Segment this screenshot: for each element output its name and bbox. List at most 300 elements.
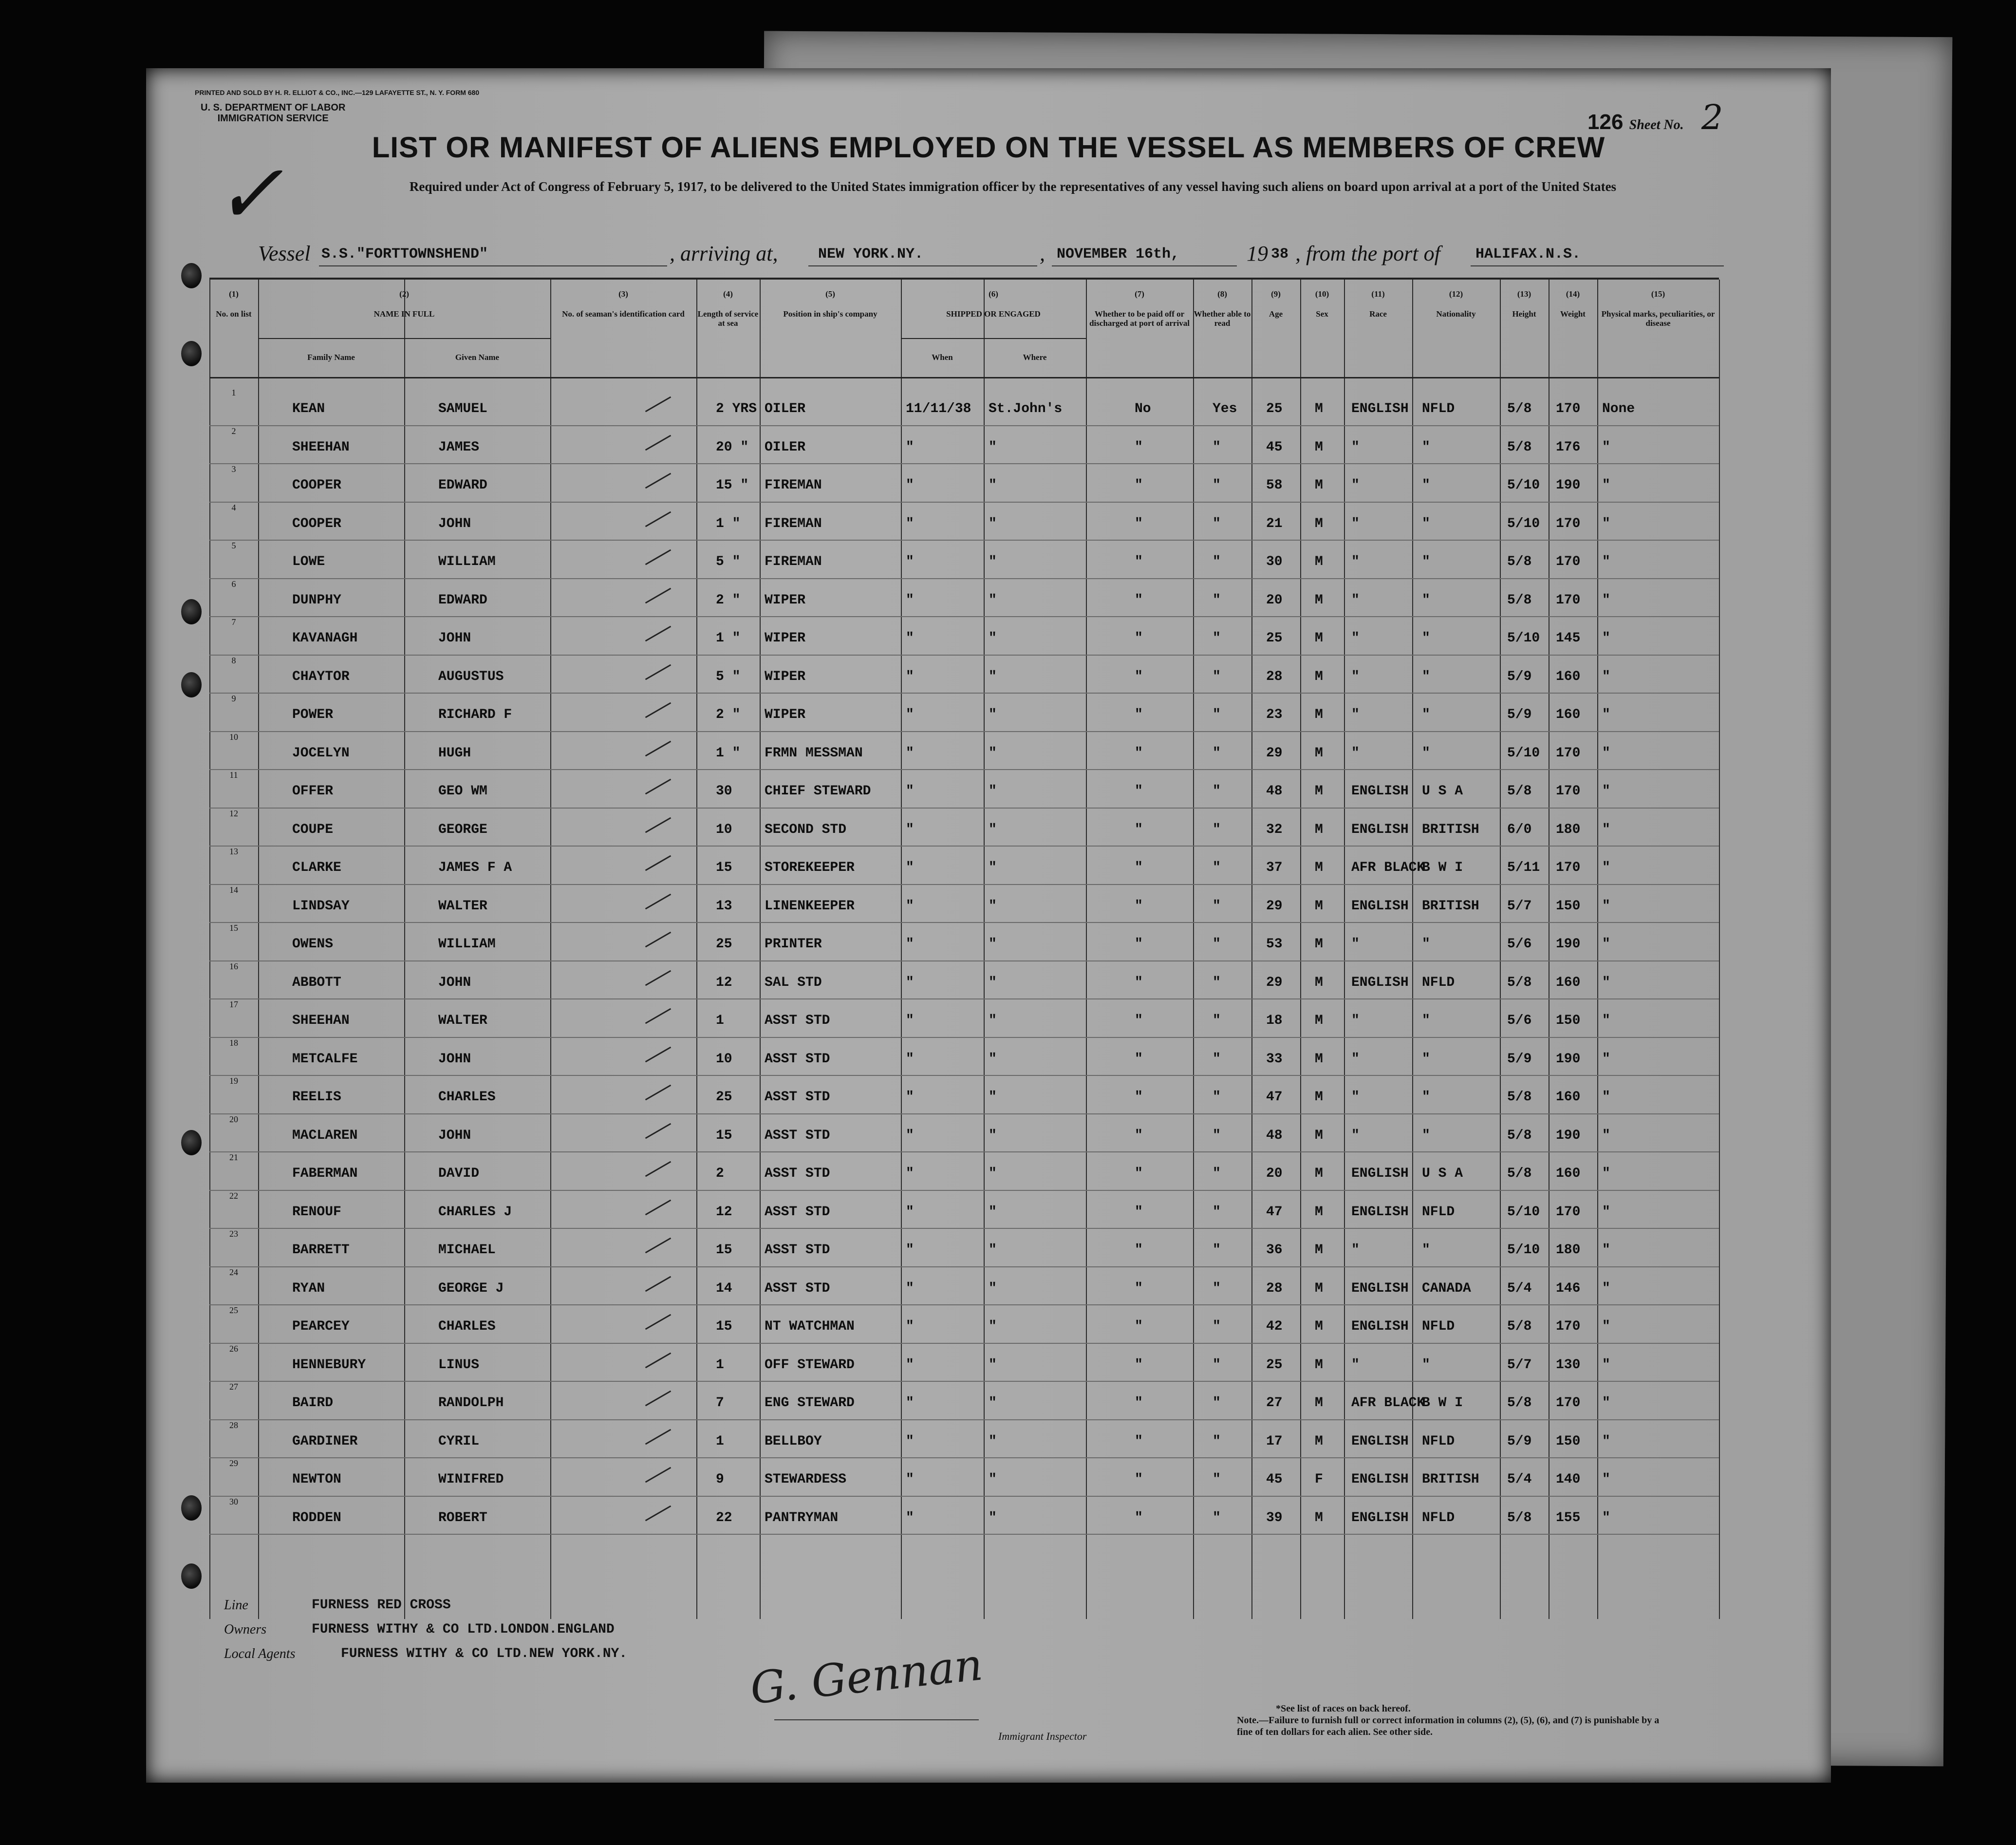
cell-given: JAMES F A <box>438 860 512 875</box>
cell-sex: M <box>1315 401 1323 416</box>
row-number: 7 <box>231 617 236 627</box>
cell-age: 45 <box>1266 1472 1283 1487</box>
column-header-c12: (12) Nationality <box>1436 289 1476 319</box>
cell-marks: " <box>1602 1243 1610 1258</box>
row-number: 6 <box>231 579 236 589</box>
cell-height: 5/8 <box>1507 1128 1532 1143</box>
cell-paid: " <box>1135 898 1143 914</box>
cell-height: 5/4 <box>1507 1280 1532 1296</box>
row-number: 21 <box>229 1152 238 1162</box>
cell-age: 28 <box>1266 1280 1283 1296</box>
cell-age: 17 <box>1266 1433 1283 1449</box>
cell-sex: M <box>1315 860 1323 875</box>
cell-nationality: NFLD <box>1422 1510 1455 1525</box>
row-number: 30 <box>229 1496 238 1506</box>
tally-mark <box>645 664 671 680</box>
cell-race: " <box>1351 592 1360 608</box>
binder-hole <box>181 672 202 697</box>
cell-age: 47 <box>1266 1090 1283 1105</box>
cell-sex: M <box>1315 975 1323 990</box>
cell-height: 5/4 <box>1507 1472 1532 1487</box>
cell-where: " <box>989 1472 997 1487</box>
cell-service: 10 <box>716 1051 732 1067</box>
vessel-label: Vessel <box>258 242 311 265</box>
cell-marks: " <box>1602 516 1610 531</box>
cell-nationality: NFLD <box>1422 1319 1455 1334</box>
cell-family: OFFER <box>292 784 334 799</box>
row-number: 2 <box>231 426 236 436</box>
cell-service: 5 " <box>716 669 741 684</box>
cell-read: " <box>1213 478 1221 493</box>
cell-read: " <box>1213 1090 1221 1105</box>
tally-mark <box>645 1085 671 1101</box>
cell-family: COOPER <box>292 516 341 531</box>
cell-age: 27 <box>1266 1395 1283 1411</box>
cell-age: 20 <box>1266 592 1283 608</box>
owners-value: FURNESS WITHY & CO LTD.LONDON.ENGLAND <box>312 1622 615 1637</box>
cell-paid: " <box>1135 669 1143 684</box>
cell-sex: M <box>1315 822 1323 837</box>
row-rule <box>209 884 1719 885</box>
cell-weight: 150 <box>1556 1013 1581 1028</box>
cell-family: OWENS <box>292 937 334 952</box>
cell-age: 32 <box>1266 822 1283 837</box>
cell-sex: M <box>1315 745 1323 761</box>
cell-weight: 170 <box>1556 554 1581 569</box>
cell-service: 2 YRS <box>716 401 757 416</box>
cell-given: CHARLES <box>438 1319 496 1334</box>
cell-service: 1 <box>716 1357 724 1373</box>
cell-weight: 170 <box>1556 592 1581 608</box>
cell-service: 2 <box>716 1166 724 1181</box>
cell-service: 15 <box>716 860 732 875</box>
cell-nationality: U S A <box>1422 1166 1463 1181</box>
column-header-c7: (7) Whether to be paid off or discharged at port of arrival <box>1089 289 1190 328</box>
cell-given: CHARLES <box>438 1090 496 1105</box>
cell-where: " <box>989 592 997 608</box>
cell-when: " <box>906 1472 914 1487</box>
cell-service: 20 " <box>716 439 749 455</box>
cell-service: 1 " <box>716 631 741 646</box>
row-number: 28 <box>229 1420 238 1430</box>
cell-paid: " <box>1135 439 1143 455</box>
cell-height: 5/8 <box>1507 554 1532 569</box>
cell-age: 58 <box>1266 478 1283 493</box>
where-header: Where <box>1023 353 1047 362</box>
cell-race: " <box>1351 937 1360 952</box>
cell-height: 5/10 <box>1507 745 1540 761</box>
cell-position: FIREMAN <box>765 554 822 569</box>
crew-table <box>209 278 1719 1585</box>
cell-sex: M <box>1315 1510 1323 1525</box>
cell-weight: 180 <box>1556 822 1581 837</box>
cell-height: 5/8 <box>1507 1395 1532 1411</box>
row-rule <box>209 693 1719 694</box>
cell-marks: " <box>1602 439 1610 455</box>
cell-race: " <box>1351 516 1360 531</box>
cell-where: " <box>989 669 997 684</box>
column-rule <box>1597 280 1598 1619</box>
cell-race: " <box>1351 707 1360 722</box>
cell-weight: 146 <box>1556 1280 1581 1296</box>
vessel-line: Vessel S.S."FORTTOWNSHEND" , arriving at, NEW YORK.NY. , NOVEMBER 16th, 19 38 , from the port of HALIFAX.N.S. <box>258 241 1816 270</box>
column-rule <box>984 280 985 1619</box>
vessel-name: S.S."FORTTOWNSHEND" <box>321 246 488 263</box>
cell-service: 12 <box>716 1204 732 1220</box>
cell-where: " <box>989 822 997 837</box>
cell-service: 22 <box>716 1510 732 1525</box>
row-rule <box>209 616 1719 617</box>
tally-mark <box>645 893 671 909</box>
cell-position: LINENKEEPER <box>765 898 855 914</box>
column-header-c6: (6) SHIPPED OR ENGAGED <box>946 289 1041 319</box>
row-rule <box>209 808 1719 809</box>
row-rule <box>209 1113 1719 1114</box>
cell-position: ASST STD <box>765 1128 830 1143</box>
cell-where: " <box>989 1204 997 1220</box>
cell-marks: " <box>1602 937 1610 952</box>
column-header-c14: (14) Weight <box>1560 289 1586 319</box>
cell-race: AFR BLACK <box>1351 1395 1425 1411</box>
cell-when: " <box>906 1128 914 1143</box>
row-number: 22 <box>229 1190 238 1201</box>
cell-race: ENGLISH <box>1351 1472 1409 1487</box>
cell-position: ASST STD <box>765 1204 830 1220</box>
cell-race: ENGLISH <box>1351 1319 1409 1334</box>
cell-paid: " <box>1135 1013 1143 1028</box>
column-rule <box>1086 280 1087 1619</box>
year-suffix: 38 <box>1271 246 1289 263</box>
cell-nationality: BRITISH <box>1422 1472 1479 1487</box>
row-number: 3 <box>231 464 236 474</box>
cell-read: " <box>1213 898 1221 914</box>
cell-where: " <box>989 478 997 493</box>
cell-service: 15 " <box>716 478 749 493</box>
cell-weight: 130 <box>1556 1357 1581 1373</box>
column-rule <box>258 280 259 1619</box>
cell-read: " <box>1213 1319 1221 1334</box>
cell-read: " <box>1213 975 1221 990</box>
given-name-header: Given Name <box>455 353 500 362</box>
cell-when: " <box>906 822 914 837</box>
cell-where: " <box>989 1166 997 1181</box>
cell-nationality: " <box>1422 1243 1430 1258</box>
cell-paid: " <box>1135 1166 1143 1181</box>
tally-mark <box>645 779 671 795</box>
cell-nationality: " <box>1422 631 1430 646</box>
cell-height: 5/10 <box>1507 1204 1540 1220</box>
cell-position: ASST STD <box>765 1013 830 1028</box>
row-number: 15 <box>229 923 238 933</box>
column-rule <box>760 280 761 1619</box>
column-header-c11: (11) Race <box>1369 289 1387 319</box>
cell-service: 30 <box>716 784 732 799</box>
cell-read: " <box>1213 707 1221 722</box>
cell-given: GEO WM <box>438 784 487 799</box>
cell-height: 5/8 <box>1507 1090 1532 1105</box>
tally-mark <box>645 1199 671 1215</box>
cell-given: JAMES <box>438 439 480 455</box>
cell-given: RANDOLPH <box>438 1395 504 1411</box>
cell-position: NT WATCHMAN <box>765 1319 855 1334</box>
cell-nationality: " <box>1422 707 1430 722</box>
cell-when: " <box>906 1013 914 1028</box>
cell-paid: " <box>1135 1090 1143 1105</box>
cell-race: ENGLISH <box>1351 822 1409 837</box>
column-header-c13: (13) Height <box>1512 289 1536 319</box>
cell-given: GEORGE J <box>438 1280 504 1296</box>
arrival-port: NEW YORK.NY. <box>818 246 924 263</box>
cell-read: " <box>1213 592 1221 608</box>
arrival-date: NOVEMBER 16th, <box>1057 246 1180 263</box>
cell-marks: " <box>1602 1051 1610 1067</box>
cell-sex: M <box>1315 707 1323 722</box>
cell-height: 5/8 <box>1507 1319 1532 1334</box>
cell-height: 5/8 <box>1507 975 1532 990</box>
cell-nationality: " <box>1422 554 1430 569</box>
cell-read: " <box>1213 1013 1221 1028</box>
cell-family: FABERMAN <box>292 1166 358 1181</box>
page-subtitle: Required under Act of Congress of February 5, 1917, to be delivered to the United States immigration officer by the representatives of any vessel having such aliens on board upon arrival at a port of the United States <box>409 179 1617 194</box>
departure-port: HALIFAX.N.S. <box>1475 246 1581 263</box>
cell-age: 48 <box>1266 784 1283 799</box>
cell-marks: " <box>1602 1204 1610 1220</box>
cell-race: ENGLISH <box>1351 898 1409 914</box>
cell-where: St.John's <box>989 401 1063 416</box>
cell-family: JOCELYN <box>292 745 350 761</box>
cell-age: 23 <box>1266 707 1283 722</box>
cell-sex: M <box>1315 1051 1323 1067</box>
tally-mark <box>645 1123 671 1139</box>
cell-weight: 170 <box>1556 1204 1581 1220</box>
row-rule <box>209 655 1719 656</box>
cell-nationality: BRITISH <box>1422 822 1479 837</box>
row-number: 24 <box>229 1267 238 1277</box>
row-rule <box>209 1228 1719 1229</box>
cell-nationality: " <box>1422 439 1430 455</box>
cell-service: 2 " <box>716 592 741 608</box>
cell-height: 5/8 <box>1507 401 1532 416</box>
cell-race: " <box>1351 1013 1360 1028</box>
cell-nationality: NFLD <box>1422 975 1455 990</box>
cell-sex: M <box>1315 478 1323 493</box>
row-rule <box>209 731 1719 732</box>
cell-marks: " <box>1602 1510 1610 1525</box>
cell-height: 6/0 <box>1507 822 1532 837</box>
cell-race: ENGLISH <box>1351 975 1409 990</box>
cell-sex: M <box>1315 631 1323 646</box>
cell-given: CHARLES J <box>438 1204 512 1220</box>
row-rule <box>209 960 1719 961</box>
cell-race: AFR BLACK <box>1351 860 1425 875</box>
cell-marks: " <box>1602 784 1610 799</box>
cell-age: 29 <box>1266 898 1283 914</box>
cell-sex: M <box>1315 784 1323 799</box>
row-number: 16 <box>229 961 238 971</box>
tally-mark <box>645 587 671 603</box>
cell-given: JOHN <box>438 631 471 646</box>
cell-race: " <box>1351 631 1360 646</box>
binder-hole <box>181 263 202 288</box>
cell-where: " <box>989 1051 997 1067</box>
cell-sex: M <box>1315 1166 1323 1181</box>
tally-mark <box>645 434 671 451</box>
cell-race: " <box>1351 439 1360 455</box>
cell-weight: 190 <box>1556 478 1581 493</box>
cell-sex: M <box>1315 439 1323 455</box>
cell-position: OILER <box>765 401 806 416</box>
cell-weight: 170 <box>1556 1319 1581 1334</box>
cell-paid: " <box>1135 554 1143 569</box>
cell-race: ENGLISH <box>1351 401 1409 416</box>
cell-when: 11/11/38 <box>906 401 971 416</box>
cell-read: Yes <box>1213 401 1237 416</box>
row-number: 20 <box>229 1114 238 1124</box>
cell-when: " <box>906 669 914 684</box>
cell-where: " <box>989 1280 997 1296</box>
cell-given: LINUS <box>438 1357 480 1373</box>
cell-marks: None <box>1602 401 1635 416</box>
cell-when: " <box>906 745 914 761</box>
row-number: 27 <box>229 1382 238 1392</box>
cell-service: 1 " <box>716 516 741 531</box>
arriving-label: , arriving at, <box>670 242 778 265</box>
row-number: 23 <box>229 1229 238 1239</box>
cell-when: " <box>906 784 914 799</box>
cell-where: " <box>989 1319 997 1334</box>
cell-family: RYAN <box>292 1280 325 1296</box>
tally-mark <box>645 932 671 948</box>
cell-weight: 170 <box>1556 784 1581 799</box>
cell-where: " <box>989 1128 997 1143</box>
tally-mark <box>645 1352 671 1368</box>
cell-when: " <box>906 1510 914 1525</box>
cell-paid: " <box>1135 1433 1143 1449</box>
cell-family: BAIRD <box>292 1395 334 1411</box>
cell-when: " <box>906 1243 914 1258</box>
cell-race: " <box>1351 554 1360 569</box>
cell-height: 5/10 <box>1507 1243 1540 1258</box>
cell-sex: M <box>1315 1128 1323 1143</box>
cell-age: 20 <box>1266 1166 1283 1181</box>
cell-where: " <box>989 439 997 455</box>
tally-mark <box>645 511 671 527</box>
cell-where: " <box>989 1013 997 1028</box>
cell-position: ASST STD <box>765 1243 830 1258</box>
cell-family: PEARCEY <box>292 1319 350 1334</box>
cell-nationality: NFLD <box>1422 1204 1455 1220</box>
cell-where: " <box>989 745 997 761</box>
column-rule <box>209 280 210 1619</box>
row-rule <box>209 1457 1719 1458</box>
column-rule <box>696 280 697 1619</box>
column-header-c4: (4) Length of service at sea <box>697 289 759 328</box>
cell-age: 21 <box>1266 516 1283 531</box>
cell-age: 28 <box>1266 669 1283 684</box>
cell-race: " <box>1351 1090 1360 1105</box>
cell-paid: " <box>1135 1472 1143 1487</box>
cell-marks: " <box>1602 898 1610 914</box>
cell-age: 25 <box>1266 401 1283 416</box>
cell-when: " <box>906 1051 914 1067</box>
cell-weight: 150 <box>1556 1433 1581 1449</box>
cell-sex: M <box>1315 1319 1323 1334</box>
cell-position: WIPER <box>765 592 806 608</box>
cell-family: RENOUF <box>292 1204 341 1220</box>
cell-read: " <box>1213 631 1221 646</box>
manifest-sheet <box>146 68 1831 1783</box>
cell-service: 10 <box>716 822 732 837</box>
year-prefix: 19 <box>1247 242 1268 265</box>
row-number: 29 <box>229 1458 238 1468</box>
cell-paid: " <box>1135 592 1143 608</box>
cell-marks: " <box>1602 707 1610 722</box>
cell-read: " <box>1213 439 1221 455</box>
cell-family: DUNPHY <box>292 592 341 608</box>
cell-read: " <box>1213 937 1221 952</box>
cell-when: " <box>906 592 914 608</box>
cell-position: OILER <box>765 439 806 455</box>
agents-label: Local Agents <box>224 1646 296 1661</box>
cell-age: 30 <box>1266 554 1283 569</box>
tally-mark <box>645 740 671 756</box>
cell-service: 15 <box>716 1128 732 1143</box>
cell-where: " <box>989 860 997 875</box>
cell-age: 25 <box>1266 631 1283 646</box>
cell-where: " <box>989 937 997 952</box>
cell-read: " <box>1213 669 1221 684</box>
cell-read: " <box>1213 1395 1221 1411</box>
cell-age: 33 <box>1266 1051 1283 1067</box>
cell-family: MACLAREN <box>292 1128 358 1143</box>
cell-where: " <box>989 1243 997 1258</box>
row-number: 19 <box>229 1076 238 1086</box>
tally-mark <box>645 1008 671 1024</box>
cell-given: ROBERT <box>438 1510 487 1525</box>
row-number: 12 <box>229 808 238 818</box>
column-rule <box>1344 280 1345 1619</box>
binder-hole <box>181 1130 202 1155</box>
cell-sex: M <box>1315 1243 1323 1258</box>
cell-when: " <box>906 898 914 914</box>
cell-age: 39 <box>1266 1510 1283 1525</box>
cell-when: " <box>906 860 914 875</box>
cell-height: 5/10 <box>1507 516 1540 531</box>
cell-age: 47 <box>1266 1204 1283 1220</box>
cell-position: PRINTER <box>765 937 822 952</box>
cell-sex: M <box>1315 1395 1323 1411</box>
tally-mark <box>645 549 671 565</box>
cell-read: " <box>1213 1510 1221 1525</box>
cell-weight: 190 <box>1556 1051 1581 1067</box>
cell-nationality: CANADA <box>1422 1280 1471 1296</box>
cell-paid: " <box>1135 975 1143 990</box>
cell-position: WIPER <box>765 669 806 684</box>
cell-weight: 190 <box>1556 937 1581 952</box>
column-rule <box>1412 280 1413 1619</box>
cell-family: KEAN <box>292 401 325 416</box>
printer-imprint: PRINTED AND SOLD BY H. R. ELLIOT & CO., INC.—129 LAFAYETTE ST., N. Y. FORM 680 <box>195 89 480 96</box>
cell-given: JOHN <box>438 1128 471 1143</box>
row-number: 13 <box>229 847 238 856</box>
row-number: 10 <box>229 732 238 742</box>
cell-nationality: " <box>1422 592 1430 608</box>
column-header-c8: (8) Whether able to read <box>1194 289 1251 328</box>
inspector-signature: G. Gennan <box>747 1639 985 1714</box>
cell-height: 5/9 <box>1507 1051 1532 1067</box>
cell-where: " <box>989 554 997 569</box>
cell-paid: " <box>1135 1243 1143 1258</box>
